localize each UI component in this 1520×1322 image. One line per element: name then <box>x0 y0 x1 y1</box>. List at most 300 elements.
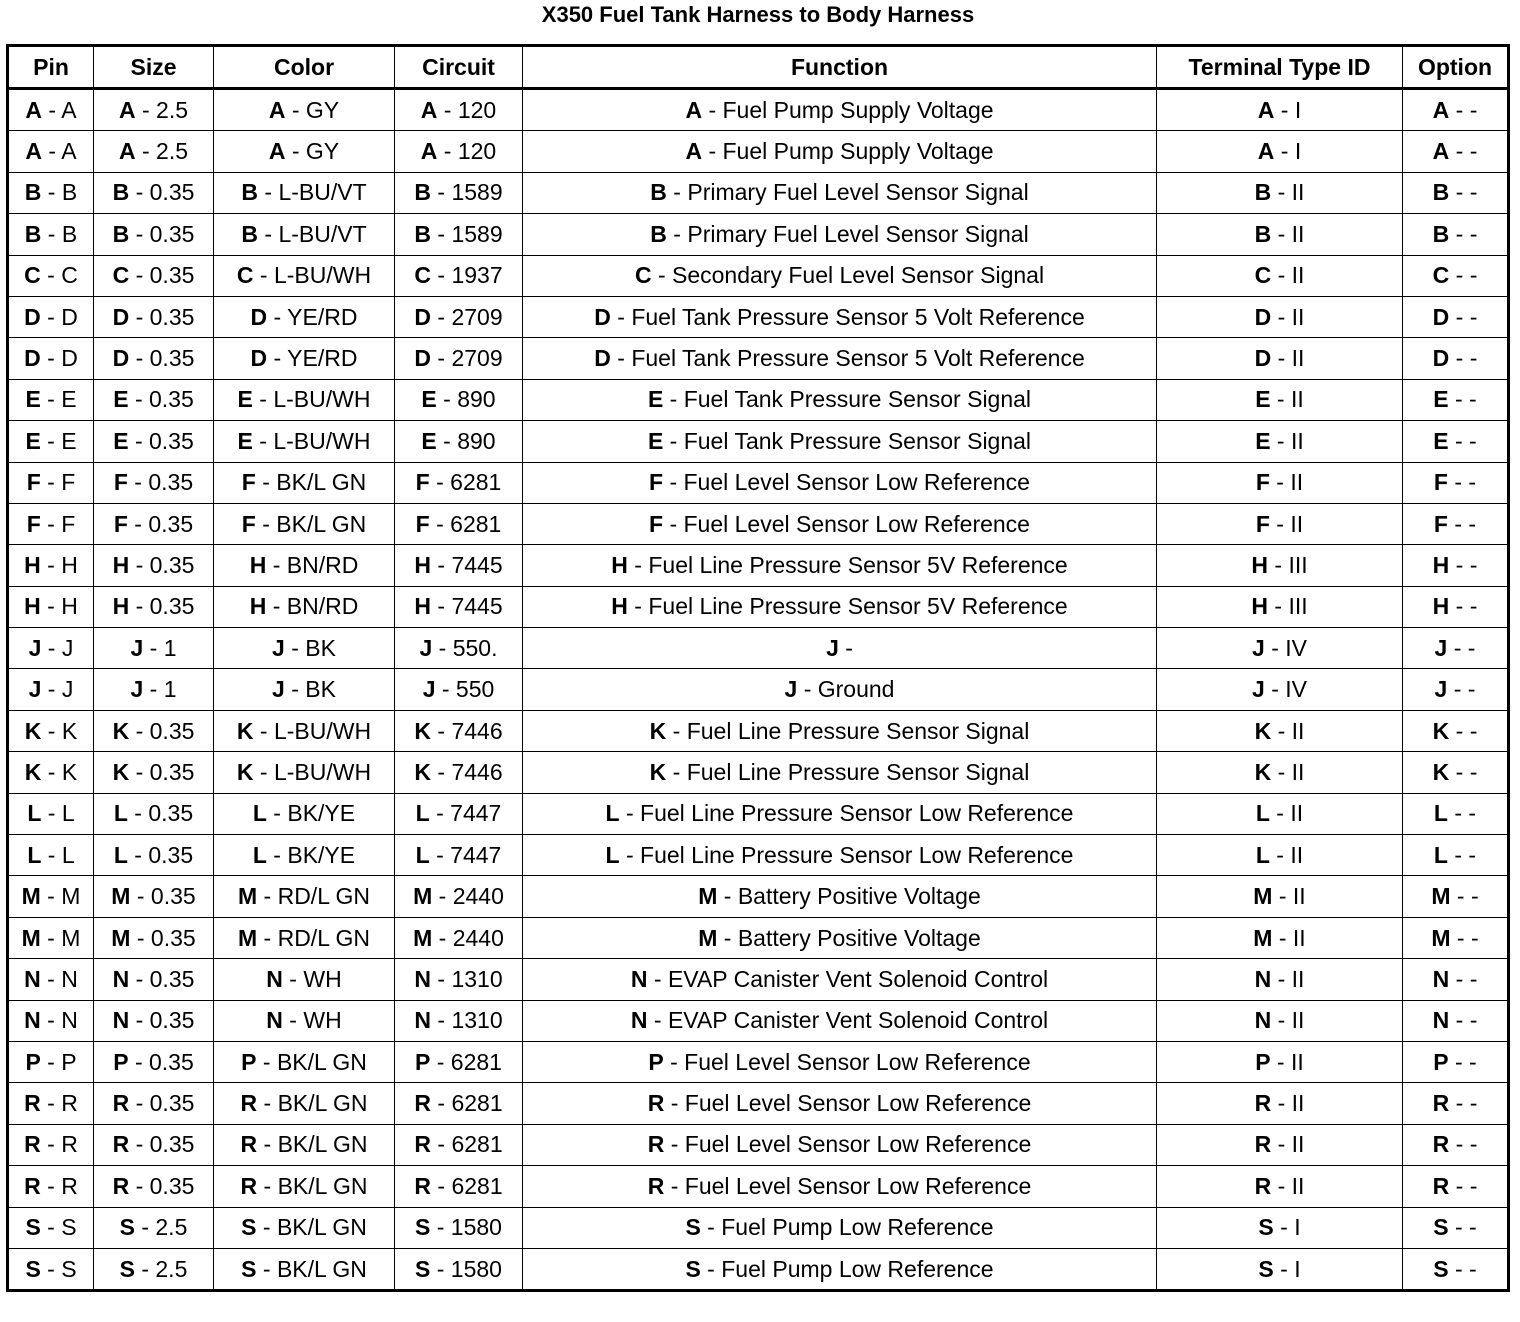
cell-value: - II <box>1271 965 1305 992</box>
cell-size <box>94 1166 214 1207</box>
cell-value: - 2.5 <box>134 1214 188 1241</box>
cell-value: - E <box>40 386 77 413</box>
cell-letter: F <box>113 510 128 537</box>
cell-size <box>94 1124 214 1165</box>
cell-option <box>1403 421 1509 462</box>
cell-letter: N <box>112 1007 130 1034</box>
cell-option <box>1403 89 1509 131</box>
cell-value: - GY <box>285 138 340 165</box>
cell-value: - II <box>1269 510 1304 537</box>
cell-value: - 6281 <box>430 1048 502 1075</box>
cell-letter: S <box>415 1255 431 1282</box>
cell-value: - I <box>1274 96 1302 123</box>
cell-letter: D <box>112 345 130 372</box>
cell-value: - 0.35 <box>129 1131 195 1158</box>
cell-value: - WH <box>282 965 342 992</box>
cell-value: - II <box>1271 1090 1305 1117</box>
cell-letter: K <box>24 758 42 785</box>
cell-letter: D <box>594 345 611 372</box>
cell-terminal-type-id <box>1157 379 1403 420</box>
cell-value: - L-BU/WH <box>252 427 371 454</box>
cell-pin <box>8 1207 94 1248</box>
cell-letter: E <box>25 386 41 413</box>
cell-circuit <box>395 710 523 751</box>
cell-value: - 1 <box>143 634 177 661</box>
cell-function <box>523 131 1157 172</box>
cell-value: - RD/L GN <box>257 883 371 910</box>
cell-value: - 1589 <box>431 220 503 247</box>
cell-option <box>1403 1166 1509 1207</box>
cell-letter: M <box>21 924 41 951</box>
cell-letter: E <box>25 427 41 454</box>
cell-value: - Ground <box>797 676 895 703</box>
cell-size <box>94 917 214 958</box>
cell-pin <box>8 876 94 917</box>
cell-color <box>214 1207 395 1248</box>
cell-value: - 0.35 <box>129 179 195 206</box>
cell-letter: F <box>26 469 41 496</box>
cell-letter: R <box>24 1172 41 1199</box>
cell-letter: M <box>1431 883 1451 910</box>
cell-letter: R <box>414 1131 431 1158</box>
cell-color <box>214 959 395 1000</box>
cell-value: - 1310 <box>431 1007 503 1034</box>
cell-letter: R <box>1432 1172 1450 1199</box>
cell-pin <box>8 503 94 544</box>
cell-value: - 1937 <box>431 262 503 289</box>
cell-pin <box>8 214 94 255</box>
cell-pin <box>8 586 94 627</box>
cell-terminal-type-id <box>1157 172 1403 213</box>
cell-value: - Fuel Pump Low Reference <box>700 1214 994 1241</box>
cell-pin <box>8 752 94 793</box>
column-header-option: Option <box>1403 46 1509 89</box>
cell-circuit <box>395 338 523 379</box>
cell-color <box>214 172 395 213</box>
cell-letter: D <box>112 303 130 330</box>
cell-terminal-type-id <box>1157 421 1403 462</box>
cell-size <box>94 669 214 710</box>
cell-letter: L <box>252 841 267 868</box>
cell-value: - II <box>1272 924 1306 951</box>
cell-value: - Fuel Line Pressure Sensor Signal <box>666 758 1030 785</box>
cell-value: - M <box>40 883 81 910</box>
cell-pin <box>8 710 94 751</box>
cell-letter: A <box>1432 96 1450 123</box>
cell-value: - - <box>1449 965 1478 992</box>
cell-option <box>1403 710 1509 751</box>
cell-value: - 0.35 <box>129 593 195 620</box>
cell-value: - - <box>1449 1172 1478 1199</box>
cell-letter: B <box>112 220 130 247</box>
cell-circuit <box>395 503 523 544</box>
cell-letter: J <box>422 676 436 703</box>
cell-size <box>94 214 214 255</box>
cell-letter: R <box>112 1172 130 1199</box>
cell-letter: M <box>698 924 718 951</box>
cell-letter: S <box>1258 1214 1274 1241</box>
cell-value: - L-BU/WH <box>253 717 372 744</box>
cell-option <box>1403 1248 1509 1290</box>
cell-letter: S <box>241 1214 257 1241</box>
table-row <box>8 89 1509 131</box>
cell-value: - S <box>40 1255 77 1282</box>
cell-size <box>94 959 214 1000</box>
cell-letter: R <box>647 1172 665 1199</box>
cell-value: - EVAP Canister Vent Solenoid Control <box>647 1007 1049 1034</box>
cell-option <box>1403 379 1509 420</box>
cell-terminal-type-id <box>1157 462 1403 503</box>
cell-size <box>94 835 214 876</box>
cell-option <box>1403 917 1509 958</box>
cell-value: - BN/RD <box>266 593 359 620</box>
cell-letter: E <box>421 427 437 454</box>
cell-value: - BK/L GN <box>256 1048 367 1075</box>
cell-pin <box>8 1166 94 1207</box>
cell-value: - Fuel Level Sensor Low Reference <box>664 1090 1032 1117</box>
cell-function <box>523 296 1157 337</box>
cell-value: - Primary Fuel Level Sensor Signal <box>666 220 1029 247</box>
table-row <box>8 338 1509 379</box>
cell-letter: S <box>1258 1255 1274 1282</box>
cell-value: - 890 <box>436 427 496 454</box>
cell-function <box>523 545 1157 586</box>
cell-letter: P <box>25 1048 41 1075</box>
cell-value: - - <box>1449 96 1478 123</box>
cell-value: - - <box>1449 758 1478 785</box>
cell-terminal-type-id <box>1157 752 1403 793</box>
cell-letter: S <box>685 1214 701 1241</box>
cell-size <box>94 462 214 503</box>
cell-value: - - <box>1449 179 1478 206</box>
cell-circuit <box>395 752 523 793</box>
cell-letter: M <box>237 883 258 910</box>
cell-terminal-type-id <box>1157 959 1403 1000</box>
cell-letter: S <box>685 1255 701 1282</box>
cell-letter: D <box>1254 303 1272 330</box>
cell-function <box>523 752 1157 793</box>
cell-function <box>523 1000 1157 1041</box>
cell-value: - 0.35 <box>130 924 196 951</box>
cell-pin <box>8 296 94 337</box>
cell-pin <box>8 669 94 710</box>
cell-letter: L <box>1433 841 1448 868</box>
cell-size <box>94 503 214 544</box>
cell-value: - - <box>1448 1214 1477 1241</box>
cell-terminal-type-id <box>1157 669 1403 710</box>
cell-value: - WH <box>282 1007 342 1034</box>
cell-letter: E <box>113 386 129 413</box>
cell-option <box>1403 752 1509 793</box>
column-header-function: Function <box>523 46 1157 89</box>
cell-letter: C <box>236 262 254 289</box>
cell-pin <box>8 338 94 379</box>
cell-value: - BK/L GN <box>257 1131 368 1158</box>
cell-value: - II <box>1269 800 1304 827</box>
cell-size <box>94 1248 214 1290</box>
cell-value: - C <box>40 262 78 289</box>
cell-letter: R <box>112 1090 130 1117</box>
cell-letter: M <box>413 883 433 910</box>
cell-terminal-type-id <box>1157 876 1403 917</box>
cell-letter: P <box>415 1048 431 1075</box>
cell-value: - R <box>40 1131 78 1158</box>
cell-terminal-type-id <box>1157 1207 1403 1248</box>
cell-terminal-type-id <box>1157 214 1403 255</box>
cell-function <box>523 628 1157 669</box>
cell-value: - E <box>40 427 77 454</box>
cell-letter: F <box>241 469 256 496</box>
cell-function <box>523 835 1157 876</box>
cell-letter: K <box>1254 758 1272 785</box>
cell-value: - D <box>40 345 78 372</box>
cell-size <box>94 710 214 751</box>
cell-option <box>1403 1041 1509 1082</box>
cell-pin <box>8 1248 94 1290</box>
cell-color <box>214 89 395 131</box>
cell-pin <box>8 1000 94 1041</box>
cell-letter: R <box>414 1172 431 1199</box>
cell-value: - II <box>1270 386 1304 413</box>
cell-letter: L <box>415 800 430 827</box>
cell-letter: B <box>1254 179 1272 206</box>
cell-pin <box>8 917 94 958</box>
cell-value: - - <box>1449 138 1478 165</box>
cell-size <box>94 545 214 586</box>
cell-pin <box>8 89 94 131</box>
cell-value: - P <box>40 1048 77 1075</box>
cell-letter: L <box>1255 800 1270 827</box>
cell-value: - - <box>1447 634 1476 661</box>
cell-letter: S <box>25 1214 41 1241</box>
cell-color <box>214 296 395 337</box>
cell-value: - 0.35 <box>129 551 195 578</box>
column-header-size: Size <box>94 46 214 89</box>
cell-value: - Fuel Tank Pressure Sensor Signal <box>663 386 1032 413</box>
cell-terminal-type-id <box>1157 1041 1403 1082</box>
cell-function <box>523 793 1157 834</box>
cell-letter: N <box>24 1007 41 1034</box>
cell-letter: F <box>26 510 41 537</box>
cell-value: - GY <box>285 96 340 123</box>
cell-function <box>523 959 1157 1000</box>
cell-value: - IV <box>1264 676 1307 703</box>
cell-value: - 0.35 <box>129 1007 195 1034</box>
table-row <box>8 959 1509 1000</box>
cell-value: - - <box>1450 924 1479 951</box>
cell-letter: S <box>1433 1214 1449 1241</box>
cell-function <box>523 586 1157 627</box>
cell-size <box>94 793 214 834</box>
cell-color <box>214 628 395 669</box>
cell-value: - S <box>40 1214 77 1241</box>
cell-value: - - <box>1449 345 1478 372</box>
cell-value: - III <box>1268 551 1308 578</box>
cell-letter: N <box>266 965 283 992</box>
cell-letter: H <box>24 593 41 620</box>
cell-option <box>1403 1124 1509 1165</box>
cell-color <box>214 214 395 255</box>
cell-letter: K <box>1254 717 1272 744</box>
cell-function <box>523 1248 1157 1290</box>
cell-function <box>523 1207 1157 1248</box>
cell-pin <box>8 628 94 669</box>
cell-color <box>214 421 395 462</box>
cell-color <box>214 793 395 834</box>
cell-terminal-type-id <box>1157 586 1403 627</box>
cell-letter: L <box>113 841 128 868</box>
cell-letter: C <box>1432 262 1450 289</box>
cell-value: - BK/YE <box>266 841 356 868</box>
cell-size <box>94 338 214 379</box>
cell-circuit <box>395 793 523 834</box>
table-row <box>8 628 1509 669</box>
cell-size <box>94 1041 214 1082</box>
cell-value: - - <box>1448 1048 1477 1075</box>
cell-value: - A <box>42 138 77 165</box>
cell-terminal-type-id <box>1157 131 1403 172</box>
cell-letter: F <box>649 469 664 496</box>
cell-letter: E <box>1255 386 1271 413</box>
cell-value: - 2440 <box>432 924 504 951</box>
cell-value: - 1 <box>143 676 177 703</box>
cell-value: - L <box>41 841 75 868</box>
cell-pin <box>8 793 94 834</box>
cell-letter: N <box>630 1007 648 1034</box>
cell-circuit <box>395 131 523 172</box>
cell-value: - II <box>1271 262 1305 289</box>
cell-value: - - <box>1449 1090 1478 1117</box>
cell-letter: C <box>634 262 652 289</box>
cell-letter: J <box>1252 676 1265 703</box>
cell-letter: N <box>1432 1007 1450 1034</box>
table-row <box>8 1166 1509 1207</box>
cell-function <box>523 710 1157 751</box>
cell-value: - 1589 <box>431 179 503 206</box>
cell-letter: E <box>421 386 437 413</box>
cell-terminal-type-id <box>1157 1083 1403 1124</box>
cell-letter: M <box>237 924 258 951</box>
cell-letter: J <box>1434 634 1448 661</box>
cell-value: - K <box>41 717 78 744</box>
cell-color <box>214 338 395 379</box>
cell-letter: F <box>113 469 128 496</box>
cell-letter: L <box>1255 841 1270 868</box>
cell-color <box>214 1041 395 1082</box>
cell-function <box>523 338 1157 379</box>
cell-letter: A <box>420 138 438 165</box>
cell-value: - 0.35 <box>127 510 194 537</box>
cell-circuit <box>395 296 523 337</box>
cell-value: - - <box>1447 510 1477 537</box>
cell-letter: D <box>1432 345 1450 372</box>
cell-value: - 1310 <box>431 965 503 992</box>
cell-value: - - <box>1447 676 1476 703</box>
cell-letter: R <box>24 1090 41 1117</box>
cell-circuit <box>395 1000 523 1041</box>
cell-function <box>523 379 1157 420</box>
cell-letter: C <box>1254 262 1272 289</box>
cell-value: - Primary Fuel Level Sensor Signal <box>666 179 1029 206</box>
cell-function <box>523 255 1157 296</box>
cell-letter: A <box>1257 138 1275 165</box>
cell-letter: K <box>112 758 130 785</box>
table-row <box>8 131 1509 172</box>
cell-function <box>523 917 1157 958</box>
cell-circuit <box>395 1083 523 1124</box>
table-row <box>8 1041 1509 1082</box>
cell-circuit <box>395 1166 523 1207</box>
cell-value: - L <box>41 800 75 827</box>
cell-value: - II <box>1271 345 1305 372</box>
cell-letter: A <box>1432 138 1450 165</box>
cell-letter: K <box>24 717 42 744</box>
cell-value: - Fuel Line Pressure Sensor Low Reference <box>619 841 1074 868</box>
cell-pin <box>8 172 94 213</box>
cell-value: - BK/L GN <box>256 1255 367 1282</box>
cell-letter: N <box>414 1007 431 1034</box>
cell-size <box>94 131 214 172</box>
cell-value: - Fuel Pump Supply Voltage <box>702 96 994 123</box>
cell-letter: A <box>268 96 286 123</box>
cell-value: - Fuel Line Pressure Sensor 5V Reference <box>627 593 1068 620</box>
cell-letter: H <box>1432 593 1450 620</box>
cell-value: - 120 <box>437 96 497 123</box>
table-row <box>8 545 1509 586</box>
cell-letter: H <box>112 551 130 578</box>
cell-value: - 120 <box>437 138 497 165</box>
cell-value: - - <box>1449 593 1478 620</box>
cell-value: - J <box>41 634 74 661</box>
cell-value: - II <box>1271 1131 1305 1158</box>
cell-letter: B <box>650 179 667 206</box>
cell-color <box>214 255 395 296</box>
cell-value: - L-BU/VT <box>258 179 367 206</box>
cell-value: - 2.5 <box>135 96 189 123</box>
cell-letter: J <box>130 676 144 703</box>
cell-letter: C <box>24 262 41 289</box>
cell-letter: D <box>414 303 431 330</box>
cell-value: - II <box>1269 841 1304 868</box>
cell-color <box>214 545 395 586</box>
cell-value: - 0.35 <box>128 386 194 413</box>
cell-letter: D <box>594 303 611 330</box>
cell-letter: D <box>1432 303 1450 330</box>
cell-letter: R <box>1254 1172 1272 1199</box>
cell-letter: P <box>241 1048 257 1075</box>
cell-circuit <box>395 379 523 420</box>
cell-letter: H <box>249 593 267 620</box>
cell-letter: M <box>413 924 433 951</box>
cell-letter: P <box>1255 1048 1271 1075</box>
cell-circuit <box>395 89 523 131</box>
cell-letter: M <box>21 883 41 910</box>
table-row <box>8 586 1509 627</box>
cell-value: - Fuel Level Sensor Low Reference <box>663 469 1030 496</box>
cell-letter: E <box>237 427 253 454</box>
cell-letter: L <box>27 800 42 827</box>
cell-option <box>1403 959 1509 1000</box>
cell-letter: R <box>414 1090 431 1117</box>
cell-value: - 0.35 <box>129 717 195 744</box>
cell-value: - III <box>1268 593 1308 620</box>
cell-pin <box>8 379 94 420</box>
cell-value: - 0.35 <box>129 345 195 372</box>
cell-letter: P <box>648 1048 664 1075</box>
cell-value: - - <box>1449 551 1478 578</box>
cell-color <box>214 752 395 793</box>
cell-value: - II <box>1269 469 1304 496</box>
